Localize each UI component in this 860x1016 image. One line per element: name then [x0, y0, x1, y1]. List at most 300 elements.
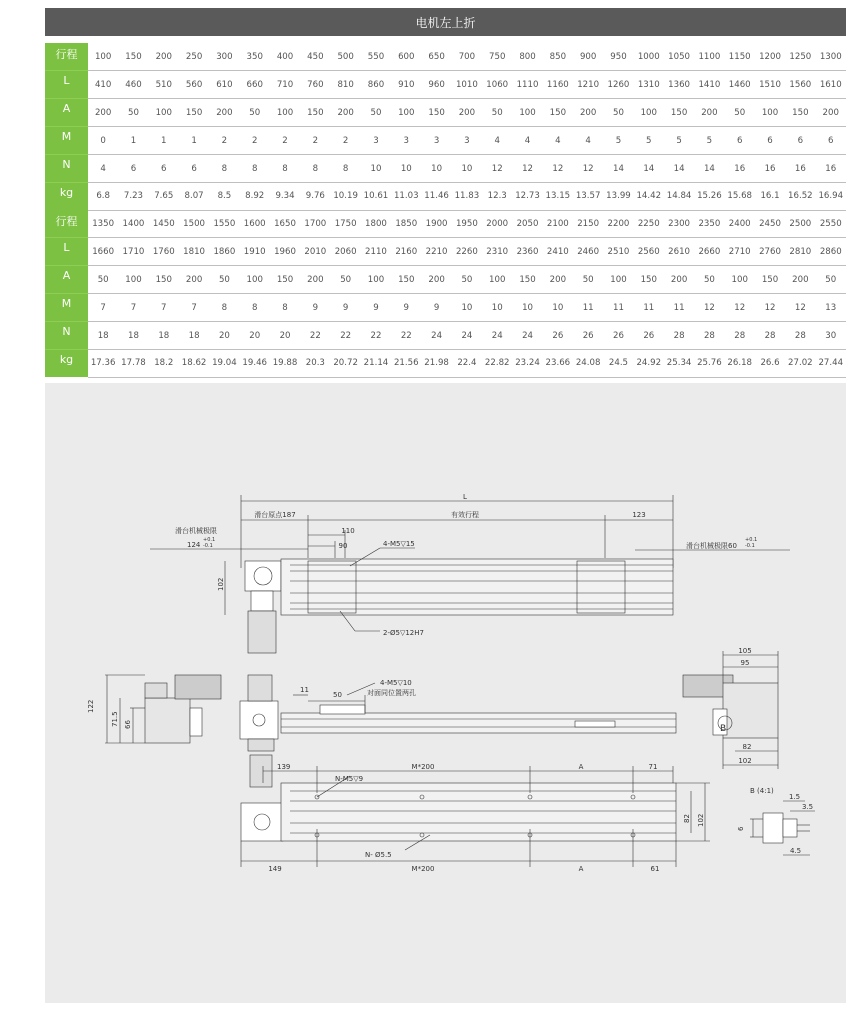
table-cell: 18 — [88, 322, 118, 350]
label-m5-10: 4-M5▽10 — [380, 679, 412, 687]
table-cell: 2400 — [725, 210, 755, 238]
table-cell: 21.98 — [421, 350, 451, 378]
table-cell: 1 — [179, 127, 209, 155]
table-cell: 1000 — [634, 43, 664, 71]
table-cell: 3 — [361, 127, 391, 155]
table-cell: 2160 — [391, 238, 421, 266]
table-row — [45, 71, 846, 99]
table-cell: 10 — [543, 294, 573, 322]
table-cell: 1700 — [300, 210, 330, 238]
table-cell: 250 — [179, 43, 209, 71]
label-n55: N- Ø5.5 — [365, 851, 392, 859]
table-cell: 1310 — [634, 71, 664, 99]
table-row — [45, 266, 846, 294]
table-cell: 200 — [785, 266, 815, 294]
table-cell: 100 — [361, 266, 391, 294]
dim-82-bottom: 82 — [683, 814, 691, 823]
table-cell: 22.82 — [482, 350, 512, 378]
table-cell: 12 — [573, 155, 603, 183]
table-cell: 1950 — [452, 210, 482, 238]
label-m5-15: 4-M5▽15 — [383, 540, 415, 548]
table-cell: 450 — [300, 43, 330, 71]
table-cell: 2610 — [664, 238, 694, 266]
dim-a-bottom: A — [578, 865, 584, 873]
table-cell: 1 — [118, 127, 148, 155]
table-cell: 14 — [694, 155, 724, 183]
table-cell: 100 — [725, 266, 755, 294]
table-cell: 1060 — [482, 71, 512, 99]
table-cell: 6 — [755, 127, 785, 155]
row-label: M — [45, 294, 88, 322]
dim-71-5: 71.5 — [111, 711, 119, 727]
dim-4-5: 4.5 — [790, 847, 802, 855]
table-cell: 2550 — [816, 210, 847, 238]
dim-6: 6 — [737, 826, 745, 831]
table-cell: 7 — [88, 294, 118, 322]
table-cell: 9.34 — [270, 183, 300, 211]
table-cell: 200 — [300, 266, 330, 294]
table-cell: 6 — [816, 127, 847, 155]
table-cell: 200 — [816, 99, 847, 127]
table-cell: 2210 — [421, 238, 451, 266]
dim-82-side: 82 — [742, 743, 752, 751]
table-cell: 24.08 — [573, 350, 603, 378]
table-cell: 9 — [300, 294, 330, 322]
table-cell: 7 — [118, 294, 148, 322]
dim-m200-top: M*200 — [411, 763, 435, 771]
table-row — [45, 210, 846, 238]
label-opposite-holes: 对面同位置两孔 — [367, 689, 416, 697]
table-cell: 550 — [361, 43, 391, 71]
dim-139: 139 — [277, 763, 291, 771]
table-cell: 22 — [361, 322, 391, 350]
table-cell: 760 — [300, 71, 330, 99]
table-cell: 19.88 — [270, 350, 300, 378]
table-cell: 1560 — [785, 71, 815, 99]
table-cell: 50 — [452, 266, 482, 294]
table-cell: 1 — [149, 127, 179, 155]
table-cell: 6 — [179, 155, 209, 183]
table-cell: 100 — [240, 266, 270, 294]
table-cell: 2560 — [634, 238, 664, 266]
table-cell: 13 — [816, 294, 847, 322]
table-cell: 7.65 — [149, 183, 179, 211]
table-cell: 8.92 — [240, 183, 270, 211]
table-cell: 28 — [785, 322, 815, 350]
table-cell: 26.18 — [725, 350, 755, 378]
table-cell: 1660 — [88, 238, 118, 266]
table-cell: 50 — [209, 266, 239, 294]
table-cell: 2 — [331, 127, 361, 155]
table-cell: 1800 — [361, 210, 391, 238]
table-cell: 10 — [512, 294, 542, 322]
row-label: L — [45, 238, 88, 266]
dim-71: 71 — [648, 763, 658, 771]
table-cell: 200 — [664, 266, 694, 294]
table-cell: 12 — [755, 294, 785, 322]
table-cell: 22.4 — [452, 350, 482, 378]
table-cell: 200 — [421, 266, 451, 294]
table-cell: 9 — [391, 294, 421, 322]
table-cell: 1500 — [179, 210, 209, 238]
label-nm5: N-M5▽9 — [335, 775, 364, 783]
table-cell: 7 — [149, 294, 179, 322]
table-cell: 2 — [270, 127, 300, 155]
table-cell: 10 — [452, 155, 482, 183]
table-cell: 200 — [694, 99, 724, 127]
table-cell: 18.2 — [149, 350, 179, 378]
table-cell: 20.72 — [331, 350, 361, 378]
label-pin: 2-Ø5▽12H7 — [383, 629, 424, 637]
table-cell: 9 — [361, 294, 391, 322]
table-cell: 1010 — [452, 71, 482, 99]
row-label: L — [45, 71, 88, 99]
table-cell: 6 — [118, 155, 148, 183]
table-cell: 660 — [240, 71, 270, 99]
table-cell: 10 — [482, 294, 512, 322]
table-cell: 610 — [209, 71, 239, 99]
table-cell: 650 — [421, 43, 451, 71]
table-cell: 18 — [149, 322, 179, 350]
table-cell: 2150 — [573, 210, 603, 238]
table-cell: 16 — [755, 155, 785, 183]
table-cell: 8.5 — [209, 183, 239, 211]
table-cell: 24 — [452, 322, 482, 350]
table-cell: 27.44 — [816, 350, 847, 378]
table-row — [45, 155, 846, 183]
table-cell: 1100 — [694, 43, 724, 71]
table-cell: 1200 — [755, 43, 785, 71]
dim-61: 61 — [650, 865, 660, 873]
table-cell: 21.56 — [391, 350, 421, 378]
table-cell: 3 — [421, 127, 451, 155]
table-cell: 12 — [785, 294, 815, 322]
table-cell: 50 — [816, 266, 847, 294]
table-cell: 10.61 — [361, 183, 391, 211]
table-cell: 28 — [664, 322, 694, 350]
table-cell: 15.26 — [694, 183, 724, 211]
table-cell: 150 — [755, 266, 785, 294]
table-cell: 900 — [573, 43, 603, 71]
table-cell: 50 — [88, 266, 118, 294]
table-cell: 11.83 — [452, 183, 482, 211]
table-cell: 18 — [118, 322, 148, 350]
table-cell: 2810 — [785, 238, 815, 266]
table-cell: 8 — [331, 155, 361, 183]
table-cell: 2000 — [482, 210, 512, 238]
table-cell: 50 — [694, 266, 724, 294]
row-label: A — [45, 99, 88, 127]
table-cell: 2260 — [452, 238, 482, 266]
table-cell: 23.66 — [543, 350, 573, 378]
table-cell: 50 — [573, 266, 603, 294]
table-cell: 8 — [209, 155, 239, 183]
dim-110: 110 — [341, 527, 355, 535]
table-cell: 5 — [603, 127, 633, 155]
table-cell: 1260 — [603, 71, 633, 99]
table-cell: 24.92 — [634, 350, 664, 378]
table-row — [45, 127, 846, 155]
spec-table-1 — [45, 43, 846, 211]
table-cell: 750 — [482, 43, 512, 71]
table-cell: 200 — [331, 99, 361, 127]
table-cell: 18 — [179, 322, 209, 350]
table-cell: 710 — [270, 71, 300, 99]
table-cell: 13.99 — [603, 183, 633, 211]
table-cell: 0 — [88, 127, 118, 155]
table-cell: 1860 — [209, 238, 239, 266]
table-cell: 400 — [270, 43, 300, 71]
table-cell: 16.1 — [755, 183, 785, 211]
table-cell: 1410 — [694, 71, 724, 99]
table-row — [45, 183, 846, 211]
table-cell: 12.3 — [482, 183, 512, 211]
table-cell: 26 — [603, 322, 633, 350]
table-cell: 24.5 — [603, 350, 633, 378]
table-cell: 2710 — [725, 238, 755, 266]
table-row — [45, 238, 846, 266]
dim-105: 105 — [738, 647, 752, 655]
table-cell: 3 — [452, 127, 482, 155]
row-label: N — [45, 155, 88, 183]
table-title: 电机左上折 — [415, 15, 476, 30]
table-cell: 20.3 — [300, 350, 330, 378]
table-cell: 150 — [149, 266, 179, 294]
table-cell: 25.34 — [664, 350, 694, 378]
table-cell: 1300 — [816, 43, 847, 71]
table-cell: 5 — [694, 127, 724, 155]
table-cell: 10 — [391, 155, 421, 183]
table-cell: 20 — [209, 322, 239, 350]
table-cell: 10 — [421, 155, 451, 183]
table-cell: 26 — [573, 322, 603, 350]
drawing-canvas — [45, 383, 846, 1003]
table-cell: 11 — [664, 294, 694, 322]
table-cell: 11 — [573, 294, 603, 322]
table-cell: 6 — [725, 127, 755, 155]
tol-minus-right: -0.1 — [745, 543, 755, 549]
table-cell: 1400 — [118, 210, 148, 238]
table-cell: 50 — [331, 266, 361, 294]
table-cell: 24 — [421, 322, 451, 350]
table-cell: 2360 — [512, 238, 542, 266]
table-cell: 14 — [603, 155, 633, 183]
table-cell: 500 — [331, 43, 361, 71]
label-limit-left: 滑台机械极限 — [175, 527, 217, 535]
table-cell: 300 — [209, 43, 239, 71]
table-cell: 12.73 — [512, 183, 542, 211]
table-cell: 8 — [209, 294, 239, 322]
table-cell: 14 — [664, 155, 694, 183]
table-cell: 2760 — [755, 238, 785, 266]
row-label: 行程 — [45, 43, 88, 71]
table-cell: 17.78 — [118, 350, 148, 378]
table-cell: 8 — [240, 155, 270, 183]
table-cell: 2100 — [543, 210, 573, 238]
table-cell: 11.46 — [421, 183, 451, 211]
table-cell: 200 — [179, 266, 209, 294]
table-cell: 4 — [512, 127, 542, 155]
table-cell: 100 — [755, 99, 785, 127]
table-cell: 50 — [603, 99, 633, 127]
table-cell: 1350 — [88, 210, 118, 238]
table-cell: 1160 — [543, 71, 573, 99]
table-cell: 850 — [543, 43, 573, 71]
table-cell: 9 — [421, 294, 451, 322]
table-cell: 2 — [300, 127, 330, 155]
table-cell: 1050 — [664, 43, 694, 71]
table-cell: 860 — [361, 71, 391, 99]
table-cell: 1960 — [270, 238, 300, 266]
table-cell: 19.46 — [240, 350, 270, 378]
table-cell: 11 — [603, 294, 633, 322]
table-cell: 16 — [816, 155, 847, 183]
table-cell: 7.23 — [118, 183, 148, 211]
row-label: A — [45, 266, 88, 294]
table-cell: 100 — [512, 99, 542, 127]
table-cell: 5 — [634, 127, 664, 155]
table-cell: 700 — [452, 43, 482, 71]
table-cell: 100 — [149, 99, 179, 127]
table-cell: 100 — [391, 99, 421, 127]
dim-66: 66 — [124, 720, 132, 729]
table-cell: 1650 — [270, 210, 300, 238]
table-cell: 17.36 — [88, 350, 118, 378]
table-cell: 2010 — [300, 238, 330, 266]
table-row — [45, 350, 846, 378]
table-cell: 1710 — [118, 238, 148, 266]
table-cell: 2860 — [816, 238, 847, 266]
table-title-bar — [45, 8, 846, 36]
table-cell: 1510 — [755, 71, 785, 99]
detail-b-title: B (4:1) — [750, 787, 774, 795]
table-cell: 20 — [240, 322, 270, 350]
table-cell: 200 — [573, 99, 603, 127]
dim-L: L — [463, 493, 467, 501]
table-cell: 410 — [88, 71, 118, 99]
label-effective-stroke: 有效行程 — [451, 511, 479, 519]
table-cell: 800 — [512, 43, 542, 71]
table-cell: 2350 — [694, 210, 724, 238]
dim-102-side: 102 — [738, 757, 752, 765]
table-cell: 560 — [179, 71, 209, 99]
dim-3-5: 3.5 — [802, 803, 814, 811]
row-label: M — [45, 127, 88, 155]
row-label: N — [45, 322, 88, 350]
table-cell: 1600 — [240, 210, 270, 238]
table-cell: 30 — [816, 322, 847, 350]
table-cell: 200 — [209, 99, 239, 127]
table-cell: 2050 — [512, 210, 542, 238]
dim-124: 124 — [187, 541, 201, 549]
table-cell: 150 — [634, 266, 664, 294]
table-cell: 4 — [88, 155, 118, 183]
table-cell: 1850 — [391, 210, 421, 238]
table-cell: 1110 — [512, 71, 542, 99]
dim-50: 50 — [333, 691, 342, 699]
table-cell: 50 — [118, 99, 148, 127]
table-cell: 16 — [725, 155, 755, 183]
table-cell: 2500 — [785, 210, 815, 238]
tol-plus-right: +0.1 — [745, 537, 758, 543]
table-cell: 150 — [300, 99, 330, 127]
table-cell: 150 — [512, 266, 542, 294]
table-cell: 200 — [88, 99, 118, 127]
technical-drawing — [45, 383, 846, 1003]
table-cell: 12 — [694, 294, 724, 322]
table-cell: 15.68 — [725, 183, 755, 211]
table-cell: 8 — [270, 294, 300, 322]
tol-plus-left: +0.1 — [203, 537, 216, 543]
table-cell: 50 — [482, 99, 512, 127]
dim-122: 122 — [87, 699, 95, 713]
table-cell: 910 — [391, 71, 421, 99]
table-cell: 13.57 — [573, 183, 603, 211]
table-cell: 2460 — [573, 238, 603, 266]
table-cell: 16 — [785, 155, 815, 183]
table-cell: 150 — [664, 99, 694, 127]
table-cell: 5 — [664, 127, 694, 155]
dim-m200-bottom: M*200 — [411, 865, 435, 873]
table-cell: 350 — [240, 43, 270, 71]
table-cell: 2450 — [755, 210, 785, 238]
table-cell: 6 — [785, 127, 815, 155]
table-cell: 2 — [209, 127, 239, 155]
table-cell: 10 — [361, 155, 391, 183]
table-cell: 1910 — [240, 238, 270, 266]
dim-a-top: A — [578, 763, 584, 771]
table-cell: 26 — [634, 322, 664, 350]
label-limit-right: 滑台机械极限60 — [686, 542, 737, 550]
row-label: kg — [45, 350, 88, 378]
table-cell: 24 — [512, 322, 542, 350]
table-cell: 1900 — [421, 210, 451, 238]
table-cell: 14.42 — [634, 183, 664, 211]
table-cell: 2110 — [361, 238, 391, 266]
table-cell: 1610 — [816, 71, 847, 99]
table-cell: 18.62 — [179, 350, 209, 378]
table-cell: 2300 — [664, 210, 694, 238]
dim-123: 123 — [632, 511, 646, 519]
table-cell: 8 — [300, 155, 330, 183]
table-cell: 600 — [391, 43, 421, 71]
table-cell: 26.6 — [755, 350, 785, 378]
table-cell: 6 — [149, 155, 179, 183]
table-cell: 9 — [331, 294, 361, 322]
table-cell: 11 — [634, 294, 664, 322]
table-cell: 2510 — [603, 238, 633, 266]
dim-11: 11 — [300, 686, 309, 694]
table-cell: 150 — [391, 266, 421, 294]
table-cell: 20 — [270, 322, 300, 350]
table-cell: 12 — [543, 155, 573, 183]
table-cell: 200 — [543, 266, 573, 294]
table-cell: 1210 — [573, 71, 603, 99]
table-cell: 1450 — [149, 210, 179, 238]
table-cell: 24 — [482, 322, 512, 350]
tol-minus-left: -0.1 — [203, 543, 213, 549]
table-row — [45, 43, 846, 71]
table-cell: 460 — [118, 71, 148, 99]
table-cell: 27.02 — [785, 350, 815, 378]
table-cell: 1360 — [664, 71, 694, 99]
table-cell: 25.76 — [694, 350, 724, 378]
table-cell: 50 — [240, 99, 270, 127]
table-row — [45, 99, 846, 127]
table-cell: 11.03 — [391, 183, 421, 211]
row-label: 行程 — [45, 210, 88, 238]
table-cell: 50 — [361, 99, 391, 127]
